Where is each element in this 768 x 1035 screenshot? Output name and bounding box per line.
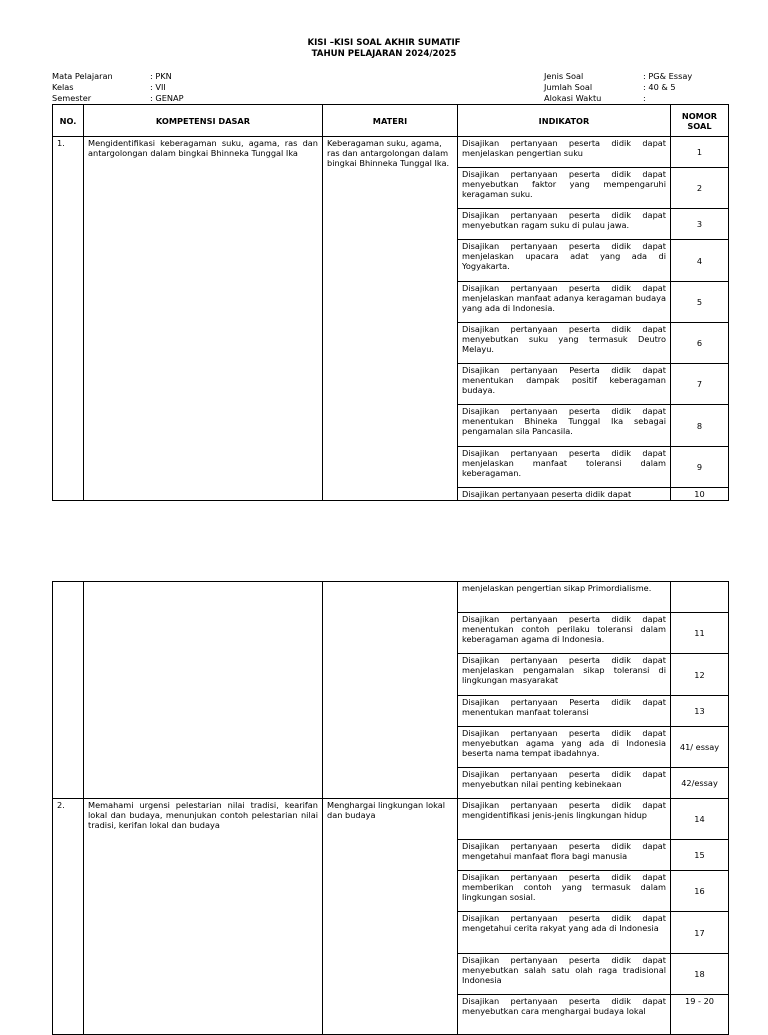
nomor-soal: 12 — [671, 654, 729, 696]
meta-left — [52, 71, 184, 104]
table-row — [53, 799, 729, 840]
indikator: Disajikan pertanyaan peserta didik dapat — [458, 488, 671, 501]
kompetensi-dasar: Mengidentifikasi keberagaman suku, agama, ras dan antargolongan dalam bingkai Bhinneka Tunggal Ika — [84, 137, 323, 501]
row-number-continued — [53, 582, 84, 799]
nomor-soal: 4 — [671, 240, 729, 282]
indikator: Disajikan pertanyaan peserta didik dapat menentukan contoh perilaku toleransi dalam keberagaman agama di Indonesia. — [458, 613, 671, 654]
meta-label: Alokasi Waktu — [544, 93, 602, 103]
nomor-soal: 3 — [671, 209, 729, 240]
materi-continued — [323, 582, 458, 799]
meta-value: : 40 & 5 — [643, 82, 676, 92]
nomor-soal: 6 — [671, 323, 729, 364]
row-number: 2. — [53, 799, 84, 1035]
header-indikator: INDIKATOR — [458, 105, 671, 137]
meta-value: : VII — [150, 82, 166, 92]
nomor-soal: 17 — [671, 912, 729, 954]
indikator: Disajikan pertanyaan peserta didik dapat mengetahui manfaat flora bagi manusia — [458, 840, 671, 871]
document-title: KISI –KISI SOAL AKHIR SUMATIF — [307, 38, 461, 48]
nomor-soal: 1 — [671, 137, 729, 168]
nomor-soal: 42/essay — [671, 768, 729, 799]
nomor-soal: 19 - 20 — [671, 995, 729, 1035]
kompetensi-dasar-continued — [84, 582, 323, 799]
meta-label: Mata Pelajaran — [52, 71, 113, 81]
nomor-soal: 13 — [671, 696, 729, 727]
kompetensi-dasar: Memahami urgensi pelestarian nilai tradisi, kearifan lokal dan budaya, menunjukan contoh pelestarian nilai tradisi, kerifan lokal dan budaya — [84, 799, 323, 1035]
row-number: 1. — [53, 137, 84, 501]
indikator: Disajikan pertanyaan peserta didik dapat mengetahui cerita rakyat yang ada di Indonesia — [458, 912, 671, 954]
nomor-soal: 5 — [671, 282, 729, 323]
nomor-soal: 41/ essay — [671, 727, 729, 768]
nomor-soal: 15 — [671, 840, 729, 871]
meta-label: Kelas — [52, 82, 74, 92]
nomor-soal: 8 — [671, 405, 729, 447]
nomor-soal: 16 — [671, 871, 729, 912]
indikator: Disajikan pertanyaan peserta didik dapat memberikan contoh yang termasuk dalam lingkungan sosial. — [458, 871, 671, 912]
indikator: Disajikan pertanyaan peserta didik dapat menjelaskan upacara adat yang ada di Yogyakarta. — [458, 240, 671, 282]
indikator: Disajikan pertanyaan Peserta didik dapat menentukan dampak positif keberagaman budaya. — [458, 364, 671, 405]
document-subtitle: TAHUN PELAJARAN 2024/2025 — [311, 49, 457, 59]
nomor-soal: 18 — [671, 954, 729, 995]
nomor-soal — [671, 582, 729, 613]
meta-right — [544, 71, 692, 104]
indikator: Disajikan pertanyaan peserta didik dapat menyebutkan faktor yang mempengaruhi keragaman suku. — [458, 168, 671, 209]
header-no: NO. — [53, 105, 84, 137]
indikator: Disajikan pertanyaan peserta didik dapat menyebutkan nilai penting kebinekaan — [458, 768, 671, 799]
nomor-soal: 9 — [671, 447, 729, 488]
meta-label: Jumlah Soal — [544, 82, 593, 92]
indikator: Disajikan pertanyaan peserta didik dapat menyebutkan salah satu olah raga tradisional Indonesia — [458, 954, 671, 995]
kisi-table-page1 — [52, 104, 729, 501]
header-nomor-soal: NOMOR SOAL — [671, 105, 729, 137]
nomor-soal: 2 — [671, 168, 729, 209]
indikator: Disajikan pertanyaan peserta didik dapat menyebutkan suku yang termasuk Deutro Melayu. — [458, 323, 671, 364]
indikator: Disajikan pertanyaan peserta didik dapat mengidentifikasi jenis-jenis lingkungan hidup — [458, 799, 671, 840]
meta-value: : PG& Essay — [643, 71, 693, 81]
meta-value: : PKN — [150, 71, 172, 81]
nomor-soal: 10 — [671, 488, 729, 501]
header-materi: MATERI — [323, 105, 458, 137]
indikator: Disajikan pertanyaan peserta didik dapat menentukan Bhineka Tunggal Ika sebagai pengamalan sila Pancasila. — [458, 405, 671, 447]
indikator: menjelaskan pengertian sikap Primordialisme. — [458, 582, 671, 613]
indikator: Disajikan pertanyaan peserta didik dapat menyebutkan ragam suku di pulau jawa. — [458, 209, 671, 240]
meta-value: : — [643, 93, 646, 103]
nomor-soal: 7 — [671, 364, 729, 405]
kisi-table-page2 — [52, 581, 729, 1035]
materi: Menghargai lingkungan lokal dan budaya — [323, 799, 458, 1035]
meta-value: : GENAP — [150, 93, 184, 103]
meta-label: Jenis Soal — [544, 71, 584, 81]
header-kompetensi: KOMPETENSI DASAR — [84, 105, 323, 137]
indikator: Disajikan pertanyaan peserta didik dapat menjelaskan manfaat adanya keragaman budaya yang ada di Indonesia. — [458, 282, 671, 323]
indikator: Disajikan pertanyaan peserta didik dapat menjelaskan pengamalan sikap toleransi di lingkungan masyarakat — [458, 654, 671, 696]
table-header-row — [53, 105, 729, 137]
indikator: Disajikan pertanyaan peserta didik dapat menjelaskan manfaat toleransi dalam keberagaman. — [458, 447, 671, 488]
nomor-soal: 14 — [671, 799, 729, 840]
indikator: Disajikan pertanyaan peserta didik dapat menyebutkan cara menghargai budaya lokal — [458, 995, 671, 1035]
table-row — [53, 582, 729, 613]
indikator: Disajikan pertanyaan peserta didik dapat menjelaskan pengertian suku — [458, 137, 671, 168]
table-row — [53, 137, 729, 168]
materi: Keberagaman suku, agama, ras dan antargolongan dalam bingkai Bhinneka Tunggal Ika. — [323, 137, 458, 501]
nomor-soal: 11 — [671, 613, 729, 654]
meta-label: Semester — [52, 93, 92, 103]
indikator: Disajikan pertanyaan Peserta didik dapat menentukan manfaat toleransi — [458, 696, 671, 727]
indikator: Disajikan pertanyaan peserta didik dapat menyebutkan agama yang ada di Indonesia beserta nama tempat ibadahnya. — [458, 727, 671, 768]
